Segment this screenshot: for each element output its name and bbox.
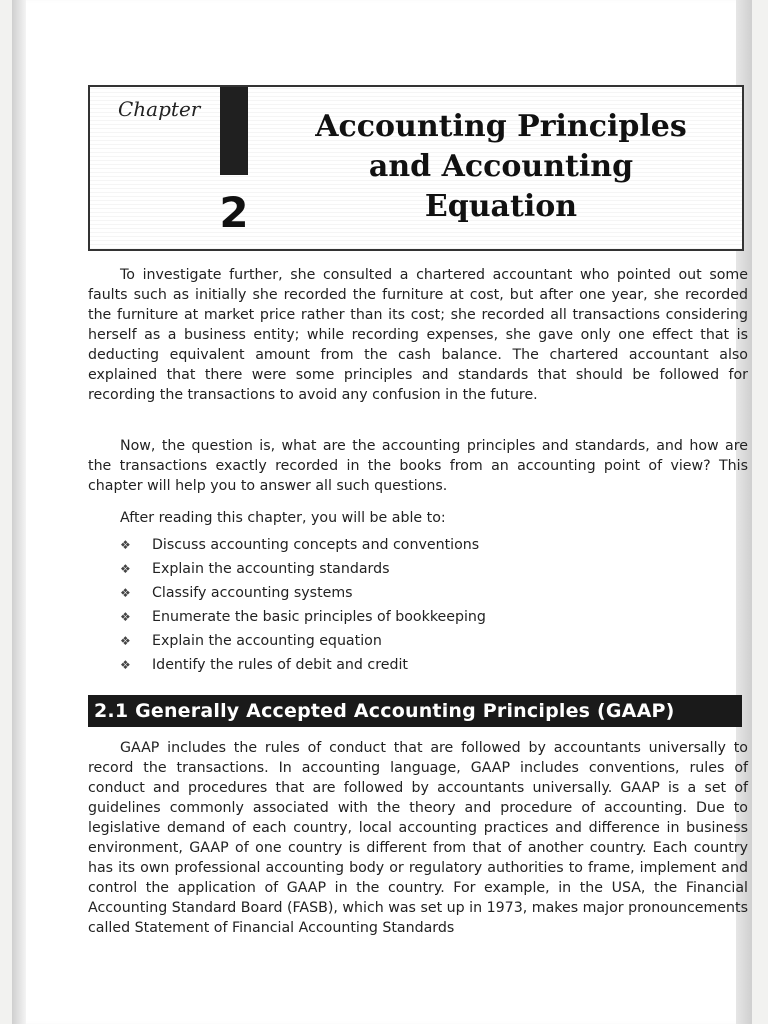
chapter-label: Chapter [118,97,201,121]
list-item [120,533,720,557]
objective-text: Identify the rules of debit and credit [152,657,408,673]
chapter-title-line-3: Equation [424,189,578,224]
chapter-number: 2 [219,188,249,237]
chapter-title-line-2: and Accounting [368,149,634,184]
list-item [120,653,720,677]
objective-text: Enumerate the basic principles of bookkeeping [152,609,486,625]
section-heading: 2.1 Generally Accepted Accounting Principles (GAAP) [88,695,742,727]
objectives-intro: After reading this chapter, you will be able to: [120,510,446,526]
chapter-title [276,107,726,227]
section-paragraph: GAAP includes the rules of conduct that are followed by accountants universally to record the transactions. In accounting language, GAAP includes conventions, rules of conduct and procedures that are followed by accountants universally. GAAP is a set of guidelines commonly associated with the theory and procedure of accounting. Due to legislative demand of each country, local accounting practices and difference in business environment, GAAP of one country is different from that of another country. Each country has its own professional accounting body or regulatory authorities to frame, implement and control the application of GAAP in the country. For example, in the USA, the Financial Accounting Standard Board (FASB), which was set up in 1973, makes major pronouncements called Statement of Financial Accounting Standards [88,740,748,936]
list-item [120,557,720,581]
list-item [120,629,720,653]
objective-text: Discuss accounting concepts and conventions [152,537,480,553]
diamond-bullet-icon: ❖ [120,634,131,648]
chapter-header [88,85,744,251]
objectives-list [120,533,720,677]
objective-text: Explain the accounting standards [152,561,390,577]
diamond-bullet-icon: ❖ [120,658,131,672]
list-item [120,605,720,629]
diamond-bullet-icon: ❖ [120,610,131,624]
list-item [120,581,720,605]
objective-text: Explain the accounting equation [152,633,382,649]
intro-paragraph-2: Now, the question is, what are the accounting principles and standards, and how are the transactions exactly recorded in the books from an accounting point of view? This chapter will help you to answer all such questions. [88,438,748,494]
diamond-bullet-icon: ❖ [120,586,131,600]
chapter-title-line-1: Accounting Principles [315,109,687,144]
intro-paragraph-1: To investigate further, she consulted a chartered accountant who pointed out some faults such as initially she recorded the furniture at cost, but after one year, she recorded the furniture at market price rather than its cost; she recorded all transactions considering herself as a business entity; while recording expenses, she gave only one effect that is deducting equivalent amount from the cash balance. The chartered accountant also explained that there were some principles and standards that should be followed for recording the transactions to avoid any confusion in the future. [88,267,748,403]
objective-text: Classify accounting systems [152,585,353,601]
page-binding [12,0,26,1024]
diamond-bullet-icon: ❖ [120,562,131,576]
chapter-bar-decoration [220,87,248,175]
diamond-bullet-icon: ❖ [120,538,131,552]
